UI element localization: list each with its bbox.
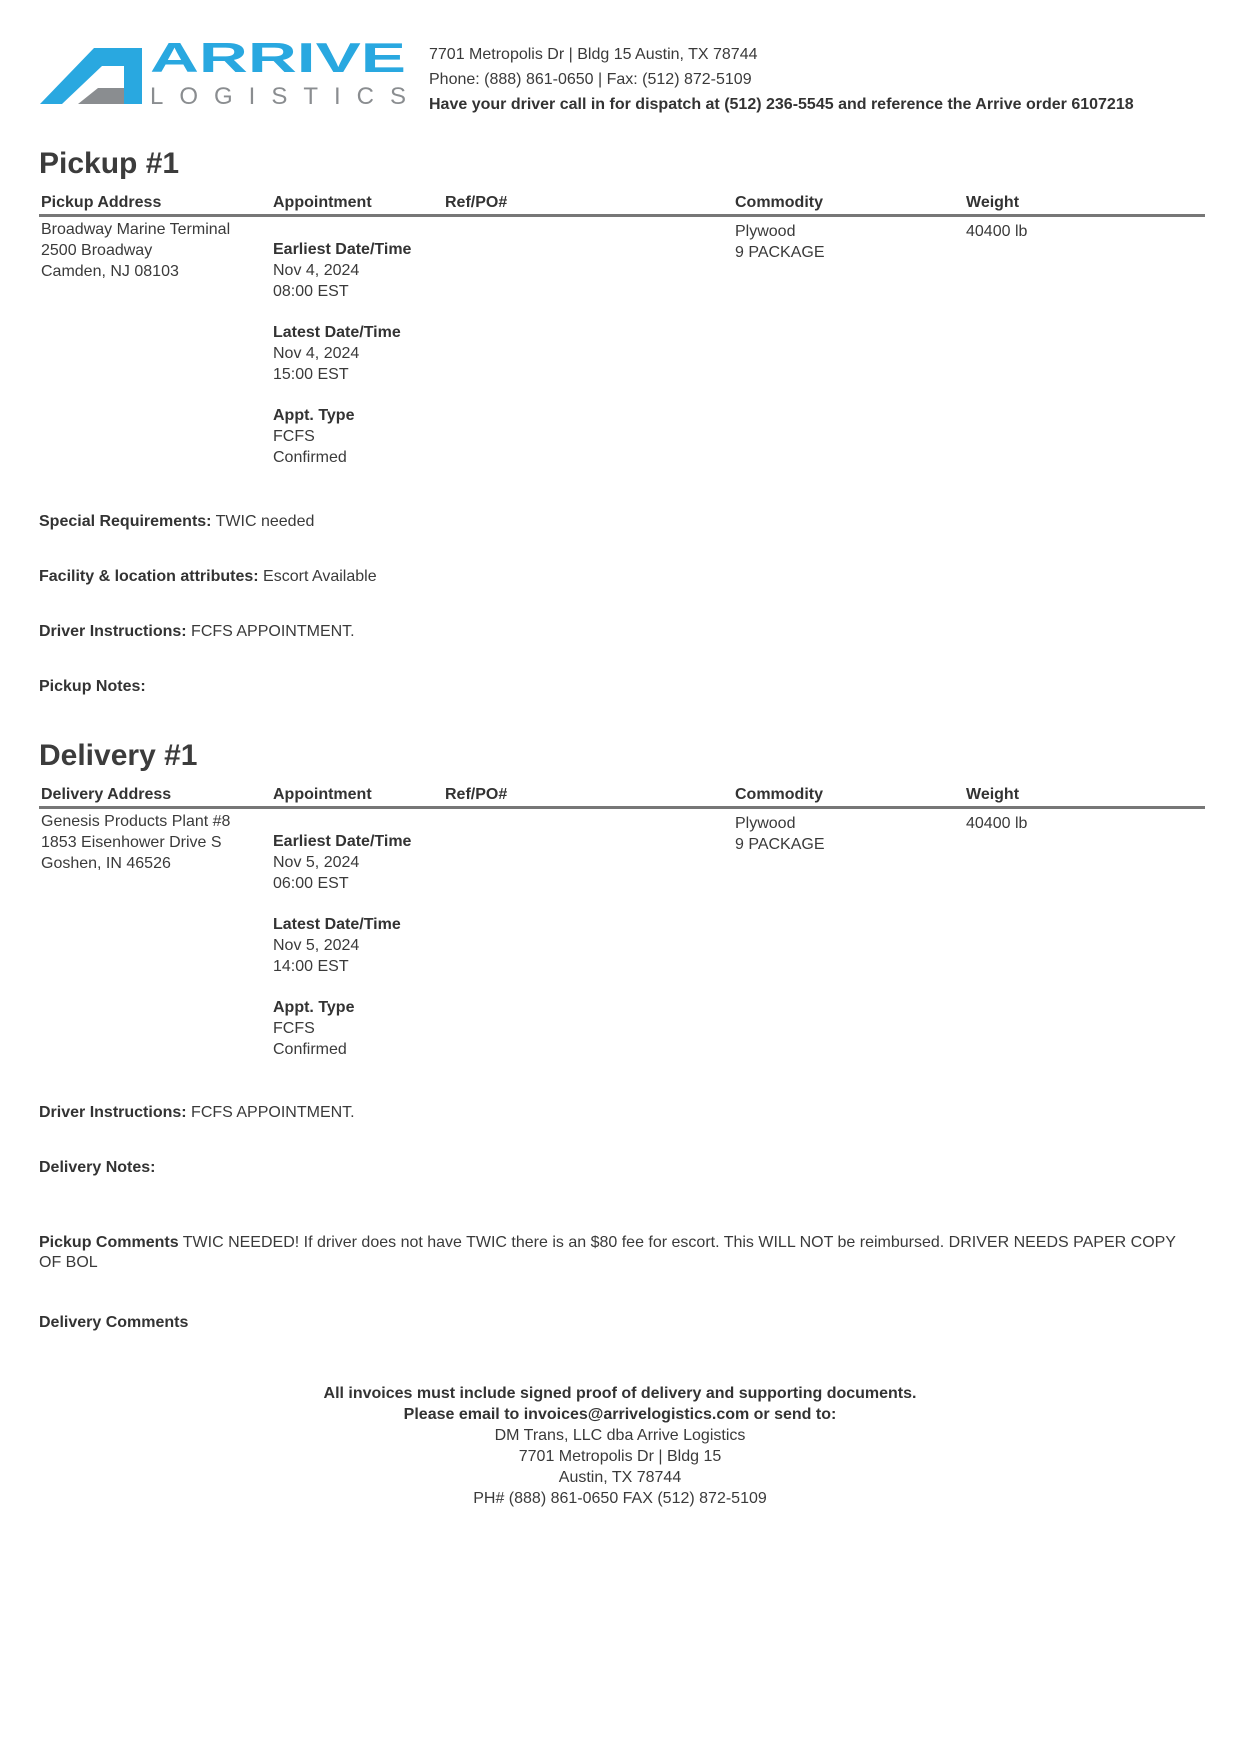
company-phone-fax: Phone: (888) 861-0650 | Fax: (512) 872-5109 xyxy=(429,71,752,88)
special-req-label: Special Requirements: xyxy=(39,513,212,530)
facility-value: Escort Available xyxy=(263,568,377,585)
col-appointment: Appointment xyxy=(273,194,372,211)
pickup-appt-type xyxy=(273,405,411,468)
pickup-address xyxy=(41,219,230,282)
commodity-packages: 9 PACKAGE xyxy=(735,244,825,261)
delivery-address-line: Genesis Products Plant #8 xyxy=(41,813,231,830)
col-weight: Weight xyxy=(966,194,1020,211)
appt-type-label: Appt. Type xyxy=(273,407,355,424)
pickup-commodity xyxy=(735,221,825,263)
col-appointment: Appointment xyxy=(273,786,372,803)
col-ref-po: Ref/PO# xyxy=(445,786,508,803)
pickup-latest xyxy=(273,322,411,385)
delivery-latest xyxy=(273,914,411,977)
delivery-address-line: 1853 Eisenhower Drive S xyxy=(41,834,222,851)
earliest-label: Earliest Date/Time xyxy=(273,241,412,258)
col-commodity: Commodity xyxy=(735,786,823,803)
pickup-driver-instructions xyxy=(39,622,355,642)
pickup-title: Pickup #1 xyxy=(39,147,180,180)
delivery-appt-type xyxy=(273,997,411,1060)
delivery-comments-label: Delivery Comments xyxy=(39,1314,189,1331)
pickup-table xyxy=(39,192,1205,466)
footer-city-line: Austin, TX 78744 xyxy=(558,1469,682,1486)
driver-instructions-label: Driver Instructions: xyxy=(39,623,187,640)
col-pickup-address: Pickup Address xyxy=(41,194,162,211)
latest-time: 14:00 EST xyxy=(273,958,349,975)
arrive-logistics-logo xyxy=(40,42,412,116)
delivery-appointment xyxy=(273,811,411,1060)
delivery-comments xyxy=(39,1313,1199,1333)
earliest-date: Nov 4, 2024 xyxy=(273,262,360,279)
logo-word-sub: LOGISTICS xyxy=(150,83,406,110)
earliest-time: 06:00 EST xyxy=(273,875,349,892)
commodity-packages: 9 PACKAGE xyxy=(735,836,825,853)
pickup-facility-attributes xyxy=(39,567,377,587)
earliest-label: Earliest Date/Time xyxy=(273,833,412,850)
delivery-notes-label: Delivery Notes: xyxy=(39,1159,156,1176)
driver-instructions-value: FCFS APPOINTMENT. xyxy=(191,623,355,640)
col-ref-po: Ref/PO# xyxy=(445,194,508,211)
pickup-address-line: Broadway Marine Terminal xyxy=(41,221,231,238)
pickup-weight: 40400 lb xyxy=(966,223,1028,240)
col-weight: Weight xyxy=(966,786,1020,803)
footer-phone-fax: PH# (888) 861-0650 FAX (512) 872-5109 xyxy=(473,1490,767,1507)
facility-label: Facility & location attributes: xyxy=(39,568,259,585)
company-contact-info xyxy=(429,42,1134,117)
commodity-name: Plywood xyxy=(735,223,796,240)
pickup-notes xyxy=(39,677,146,697)
special-req-value: TWIC needed xyxy=(215,513,315,530)
col-commodity: Commodity xyxy=(735,194,823,211)
latest-label: Latest Date/Time xyxy=(273,324,401,341)
earliest-date: Nov 5, 2024 xyxy=(273,854,360,871)
appt-type-label: Appt. Type xyxy=(273,999,355,1016)
commodity-name: Plywood xyxy=(735,815,796,832)
delivery-weight: 40400 lb xyxy=(966,815,1028,832)
delivery-address xyxy=(41,811,230,874)
delivery-address-line: Goshen, IN 46526 xyxy=(41,855,171,872)
pickup-address-line: 2500 Broadway xyxy=(41,242,153,259)
latest-label: Latest Date/Time xyxy=(273,916,401,933)
footer-email-instruction: Please email to invoices@arrivelogistics.com or send to: xyxy=(403,1406,837,1423)
pickup-comments-value: TWIC NEEDED! If driver does not have TWIC there is an $80 fee for escort. This WILL NOT be reimbursed. DRIVER NEEDS PAPER COPY OF BOL xyxy=(39,1234,1176,1271)
pickup-comments-label: Pickup Comments xyxy=(39,1234,179,1251)
delivery-table-header xyxy=(39,784,1205,809)
driver-instructions-label: Driver Instructions: xyxy=(39,1104,187,1121)
delivery-commodity xyxy=(735,813,825,855)
col-delivery-address: Delivery Address xyxy=(41,786,172,803)
delivery-driver-instructions xyxy=(39,1103,355,1123)
appt-type-value: FCFS xyxy=(273,428,315,445)
latest-date: Nov 4, 2024 xyxy=(273,345,360,362)
footer-company-name: DM Trans, LLC dba Arrive Logistics xyxy=(494,1427,746,1444)
delivery-title: Delivery #1 xyxy=(39,739,198,772)
pickup-address-line: Camden, NJ 08103 xyxy=(41,263,179,280)
pickup-comments xyxy=(39,1233,1199,1273)
appt-type-value: FCFS xyxy=(273,1020,315,1037)
pickup-table-header xyxy=(39,192,1205,217)
pickup-notes-label: Pickup Notes: xyxy=(39,678,146,695)
pickup-appointment xyxy=(273,219,411,468)
document-header xyxy=(40,42,1200,122)
latest-date: Nov 5, 2024 xyxy=(273,937,360,954)
appt-status: Confirmed xyxy=(273,1041,347,1058)
invoice-footer xyxy=(0,1383,1240,1509)
earliest-time: 08:00 EST xyxy=(273,283,349,300)
driver-instructions-value: FCFS APPOINTMENT. xyxy=(191,1104,355,1121)
pickup-special-requirements xyxy=(39,512,314,532)
company-address: 7701 Metropolis Dr | Bldg 15 Austin, TX 78744 xyxy=(429,46,758,63)
delivery-notes xyxy=(39,1158,156,1178)
delivery-table xyxy=(39,784,1205,1058)
logo-word-main: ARRIVE xyxy=(150,42,406,81)
dispatch-instruction: Have your driver call in for dispatch at (512) 236-5545 and reference the Arrive order 6107218 xyxy=(429,96,1134,113)
pickup-earliest xyxy=(273,239,411,302)
footer-invoice-requirement: All invoices must include signed proof of delivery and supporting documents. xyxy=(323,1385,917,1402)
appt-status: Confirmed xyxy=(273,449,347,466)
latest-time: 15:00 EST xyxy=(273,366,349,383)
footer-address-line: 7701 Metropolis Dr | Bldg 15 xyxy=(518,1448,722,1465)
delivery-earliest xyxy=(273,831,411,894)
